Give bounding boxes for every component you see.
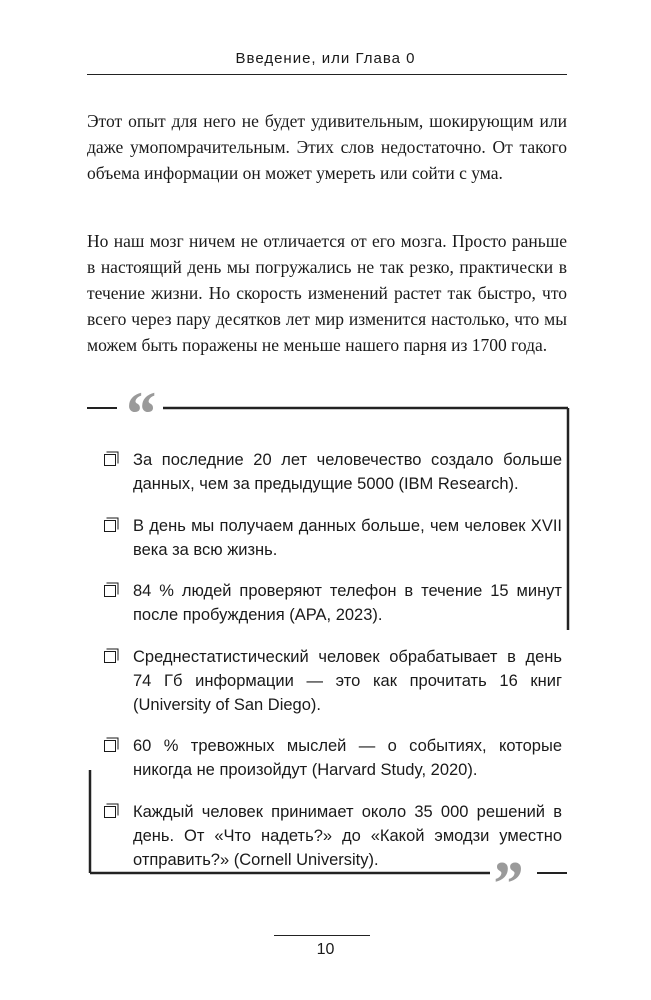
open-quote-icon: “	[123, 378, 155, 449]
running-header: Введение, или Глава 0	[235, 50, 416, 67]
checkbox-icon	[104, 454, 116, 466]
list-item	[104, 800, 562, 872]
checkbox-icon	[104, 740, 116, 752]
list-item	[104, 734, 562, 782]
footer-rule	[274, 935, 370, 936]
checkbox-icon	[104, 585, 116, 597]
list-item	[104, 448, 562, 496]
list-item	[104, 514, 562, 562]
list-item-text: 60 % тревожных мыслей — о событиях, которые никогда не произойдут (Harvard Study, 2020).	[133, 737, 562, 779]
list-item-text: За последние 20 лет человечество создало больше данных, чем за предыдущие 5000 (IBM Research).	[133, 451, 562, 493]
list-item-text: Каждый человек принимает около 35 000 решений в день. От «Что надеть?» до «Какой эмодзи уместно отправить?» (Cornell University).	[133, 802, 562, 869]
list-item	[104, 645, 562, 717]
checkbox-icon	[104, 806, 116, 818]
checkbox-icon	[104, 651, 116, 663]
page-number: 10	[316, 941, 335, 958]
paragraph-1: Этот опыт для него не будет удивительным, шокирующим или даже умопомрачительным. Этих слов недостаточно. От такого объема информации он может умереть или сойти с ума.	[87, 111, 567, 183]
checkbox-icon	[104, 520, 116, 532]
header-rule	[87, 74, 567, 75]
list-item	[104, 579, 562, 627]
list-item-text: В день мы получаем данных больше, чем человек XVII века за всю жизнь.	[133, 516, 562, 559]
paragraph-2: Но наш мозг ничем не отличается от его мозга. Просто раньше в настоящий день мы погружались не так резко, практически в течение жизни. Но скорость изменений растет так быстро, что всего через пару десятков лет мир изменится настолько, что мы можем быть поражены не меньше нашего парня из 1700 года.	[87, 231, 567, 355]
close-quote-icon: ”	[490, 848, 522, 919]
list-item-text: 84 % людей проверяют телефон в течение 15 минут после пробуждения (APA, 2023).	[133, 582, 562, 624]
list-item-text: Среднестатистический человек обрабатывает в день 74 Гб информации — это как прочитать 16 книг (University of San Diego).	[133, 647, 562, 714]
fact-list	[104, 448, 562, 889]
